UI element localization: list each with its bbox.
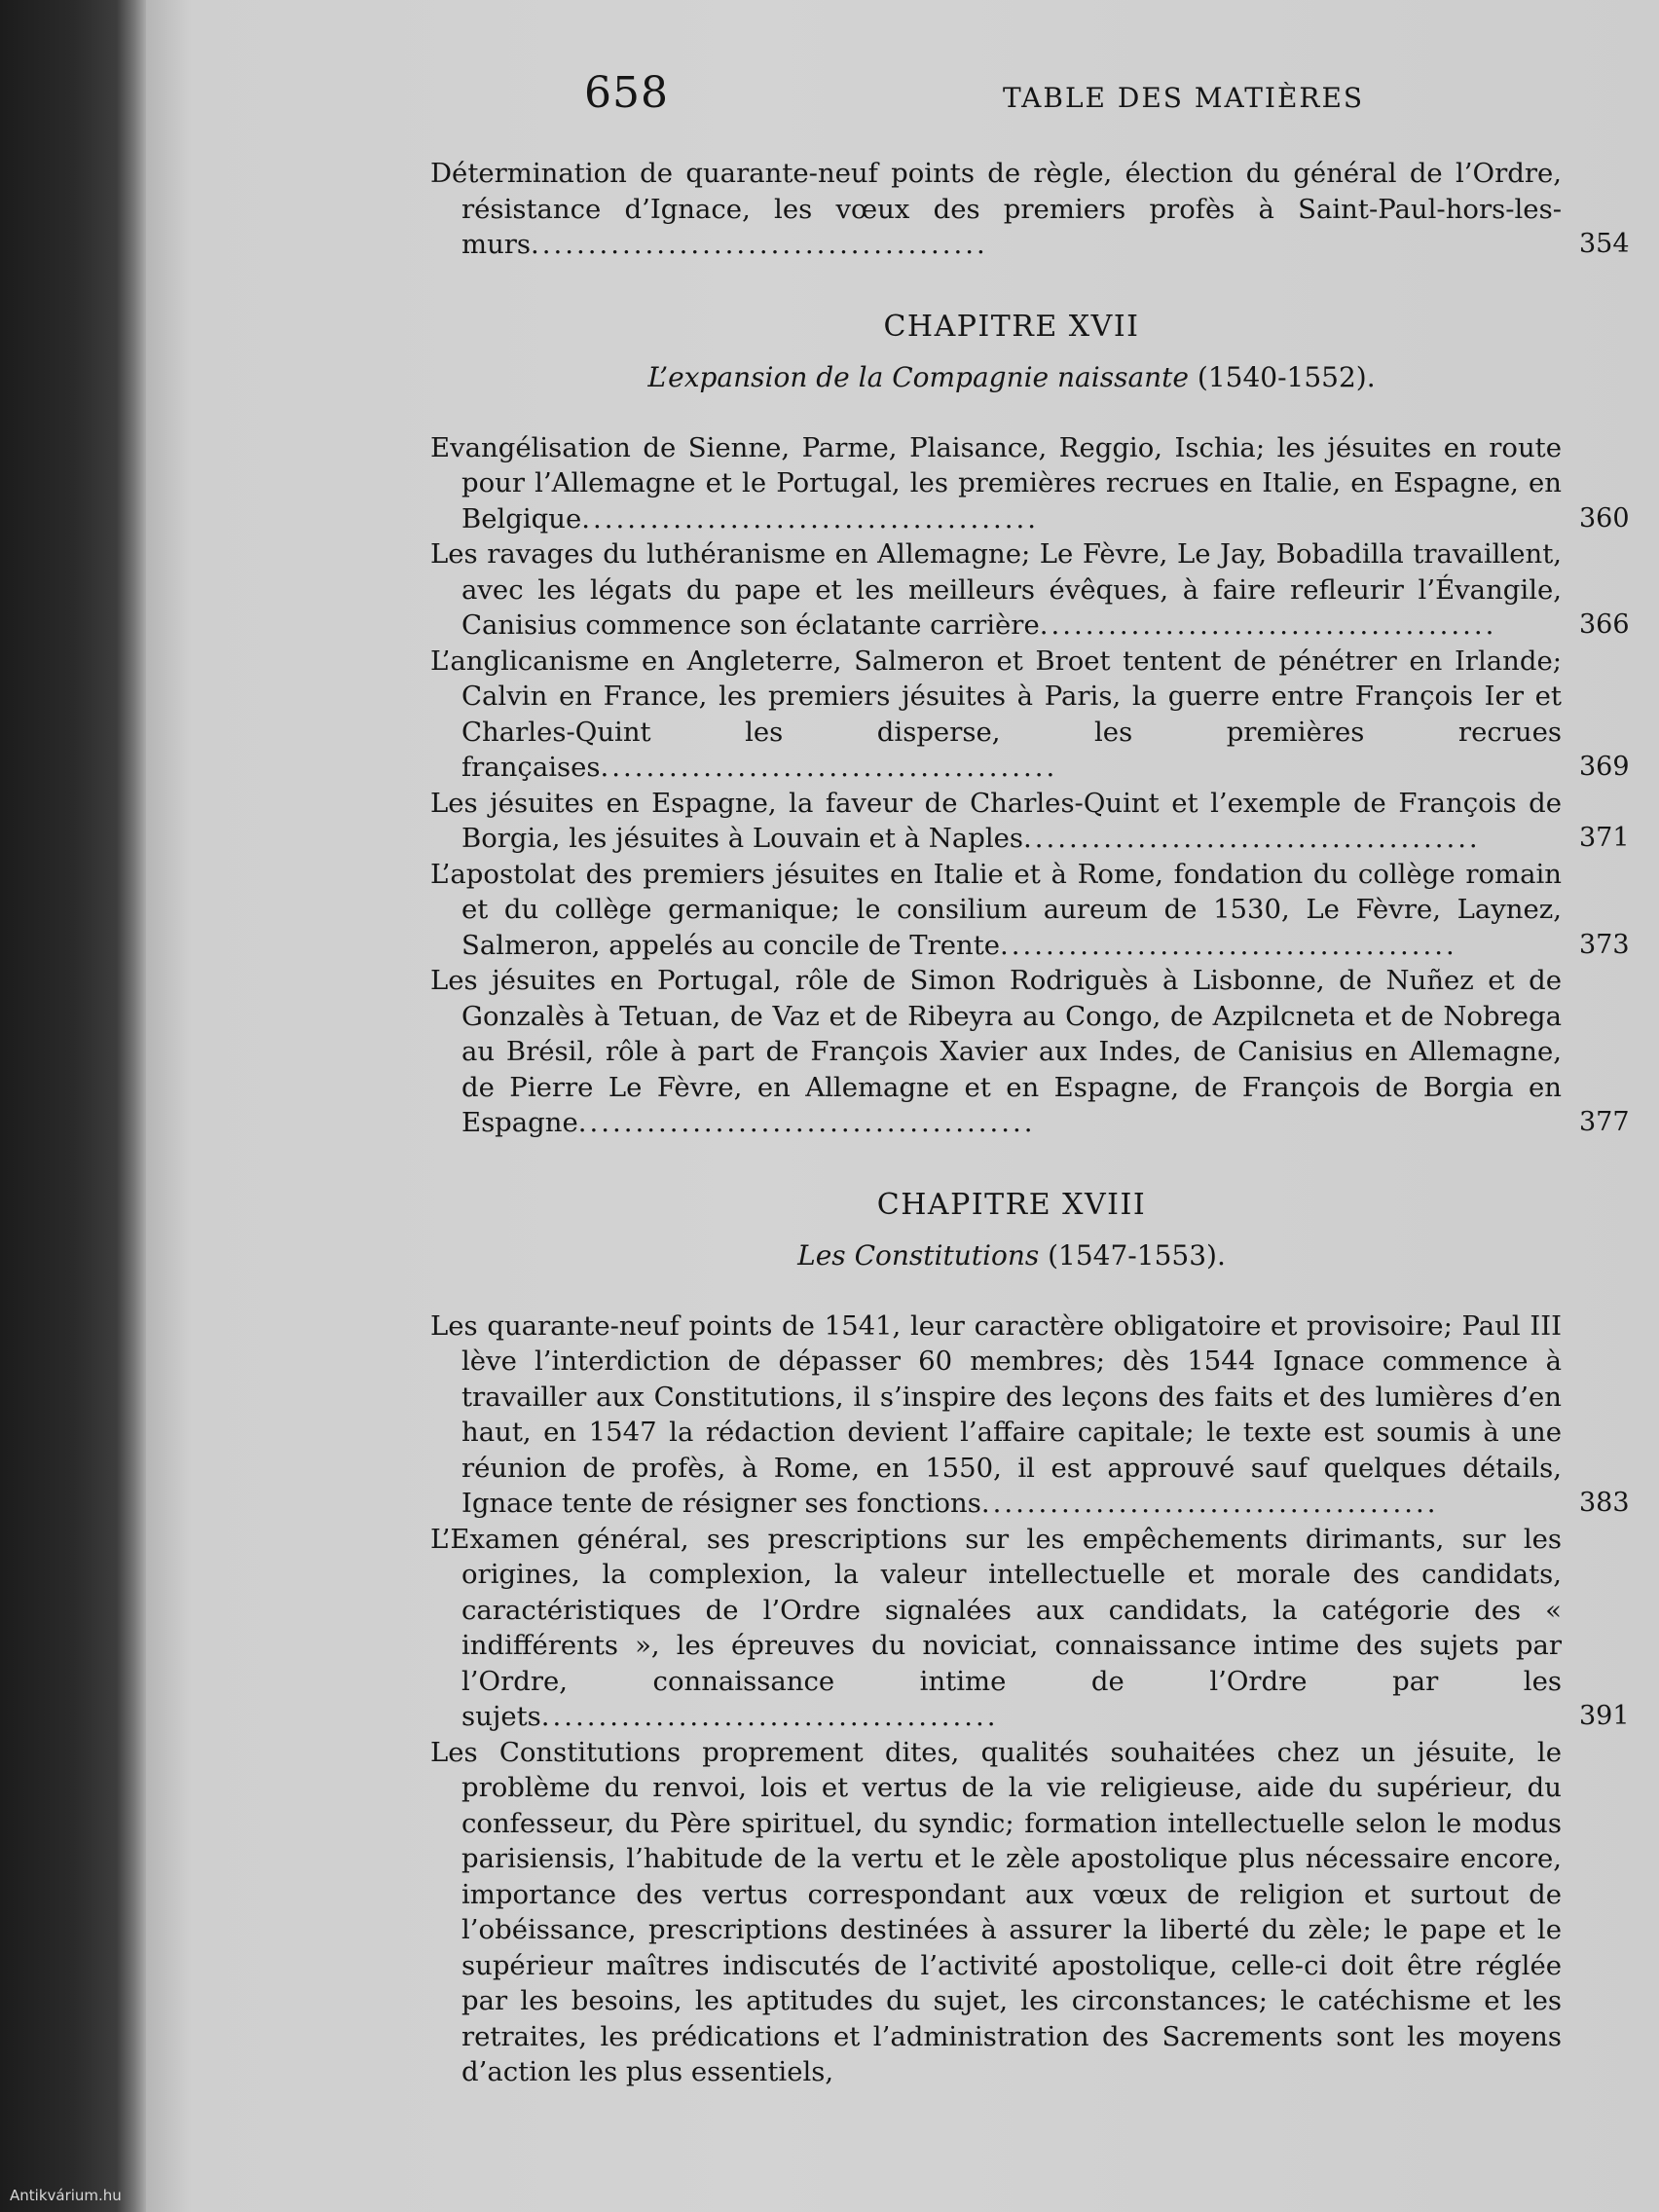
leader-dots: ........................................ <box>1039 609 1497 641</box>
toc-entry-page: 360 <box>1579 502 1630 534</box>
toc-entry-text: L’Examen général, ses prescriptions sur les empêchements dirimants, sur les origines, la complexion, la valeur intellectuelle et morale des candidats, caractéristiques de l’Ordre signalées aux candidats, la catégorie des « indifférents », les épreuves du noviciat, connaissance intime des sujets par l’Ordre, connaissance intime de l’Ordre par les sujets <box>430 1523 1562 1732</box>
toc-entry <box>430 536 1630 644</box>
toc-content <box>430 156 1638 2090</box>
toc-entry <box>430 1735 1562 2090</box>
toc-entry <box>430 644 1630 786</box>
toc-entry-text: Les jésuites en Espagne, la faveur de Charles-Quint et l’exemple de François de Borgia, les jésuites à Louvain et à Naples <box>430 787 1562 854</box>
chapter-subtitle <box>461 361 1562 393</box>
toc-entry-page: 366 <box>1579 609 1630 640</box>
toc-entry-text: Les quarante-neuf points de 1541, leur caractère obligatoire et provisoire; Paul III lève l’interdiction de dépasser 60 membres; dès 1544 Ignace commence à travailler aux Constitutions, il s’inspire des leçons des faits et des lumières d’en haut, en 1547 la rédaction devient l’affaire capitale; le texte est soumis à une réunion de profès, à Rome, en 1550, il est approuvé sauf quelques détails, Ignace tente de résigner ses fonctions <box>430 1309 1562 1519</box>
chapter-title: CHAPITRE XVII <box>883 309 1140 344</box>
book-spine <box>0 0 146 2212</box>
chapter-subtitle-text: Les Constitutions <box>797 1238 1040 1272</box>
chapter-heading <box>461 310 1562 393</box>
toc-entry <box>430 1309 1630 1522</box>
toc-entry-page: 377 <box>1579 1107 1630 1137</box>
toc-entry <box>430 857 1630 964</box>
toc-entry-text: Les Constitutions proprement dites, qualités souhaitées chez un jésuite, le problème du renvoi, lois et vertus de la vie religieuse, aide du supérieur, du confesseur, du Père spirituel, du syndic; formation intellectuelle selon le modus parisiensis, l’habitude de la vertu et le zèle apostolique plus nécessaire encore, importance des vertus correspondant aux vœux de religion et surtout de l’obéissance, prescriptions destinées à assurer la liberté du zèle; le pape et le supérieur maîtres indiscutés de l’activité apostolique, celle-ci doit être réglée par les besoins, les aptitudes du sujet, les circonstances; le catéchisme et les retraites, les prédications et l’administration des Sacrements sont les moyens d’action les plus essentiels, <box>430 1736 1562 2087</box>
toc-entry-page: 373 <box>1579 929 1630 960</box>
toc-entry <box>430 156 1630 263</box>
chapter-subtitle <box>461 1239 1562 1272</box>
leader-dots: ........................................ <box>1000 929 1457 961</box>
toc-entry-text: Evangélisation de Sienne, Parme, Plaisance, Reggio, Ischia; les jésuites en route pour l’Allemagne et le Portugal, les premières recrues en Italie, en Espagne, en Belgique <box>430 431 1562 535</box>
toc-entry <box>430 786 1630 857</box>
toc-entry <box>430 1522 1630 1735</box>
leader-dots: ........................................ <box>581 502 1039 535</box>
chapter-dates: (1540-1552). <box>1197 360 1376 393</box>
toc-entry-text: L’anglicanisme en Angleterre, Salmeron et Broet tentent de pénétrer en Irlande; Calvin en France, les premiers jésuites à Paris, la guerre entre François Ier et Charles-Quint les disperse, les premières recrues françaises <box>430 645 1562 783</box>
leader-dots: ........................................ <box>540 1701 999 1732</box>
running-title: TABLE DES MATIÈRES <box>1003 82 1365 114</box>
toc-entry-text: Les jésuites en Portugal, rôle de Simon Rodriguès à Lisbonne, de Nuñez et de Gonzalès à Tetuan, de Vaz et de Ribeyra au Congo, de Azpilcneta et de Nobrega au Brésil, rôle à part de François Xavier aux Indes, de Canisius en Allemagne, de Pierre Le Fèvre, en Allemagne et en Espagne, de François de Borgia en Espagne <box>430 965 1562 1138</box>
chapter-subtitle-text: L’expansion de la Compagnie naissante <box>647 360 1189 393</box>
leader-dots: ........................................ <box>600 752 1058 783</box>
toc-entry-text: Détermination de quarante-neuf points de règle, élection du général de l’Ordre, résistance d’Ignace, les vœux des premiers profès à Saint-Paul-hors-les-murs <box>430 158 1562 260</box>
toc-entry <box>430 430 1630 537</box>
watermark: Antikvárium.hu <box>10 2187 122 2204</box>
leader-dots: ........................................ <box>577 1107 1036 1138</box>
toc-entry-page: 369 <box>1579 752 1630 782</box>
toc-entry-page: 383 <box>1579 1488 1630 1518</box>
chapter-dates: (1547-1553). <box>1048 1238 1226 1272</box>
leader-dots: ........................................ <box>1023 823 1481 854</box>
toc-entry-page: 391 <box>1579 1701 1630 1731</box>
toc-entry-page: 354 <box>1579 229 1630 259</box>
page-header <box>584 68 1659 127</box>
toc-entry-page: 371 <box>1579 823 1630 853</box>
leader-dots: ........................................ <box>980 1488 1439 1519</box>
toc-entry-text: Les ravages du luthéranisme en Allemagne; Le Fèvre, Le Jay, Bobadilla travaillent, avec les légats du pape et les meilleurs évêques, à faire refleurir l’Évangile, Canisius commence son éclatante carrière <box>430 538 1562 641</box>
leader-dots: ........................................ <box>531 229 988 260</box>
toc-entry-text: L’apostolat des premiers jésuites en Italie et à Rome, fondation du collège romain et du collège germanique; le consilium aureum de 1530, Le Fèvre, Laynez, Salmeron, appelés au concile de Trente <box>430 858 1562 961</box>
toc-entry <box>430 963 1630 1141</box>
chapter-title: CHAPITRE XVIII <box>876 1187 1147 1222</box>
chapter-heading <box>461 1188 1562 1272</box>
page-number: 658 <box>584 68 669 118</box>
